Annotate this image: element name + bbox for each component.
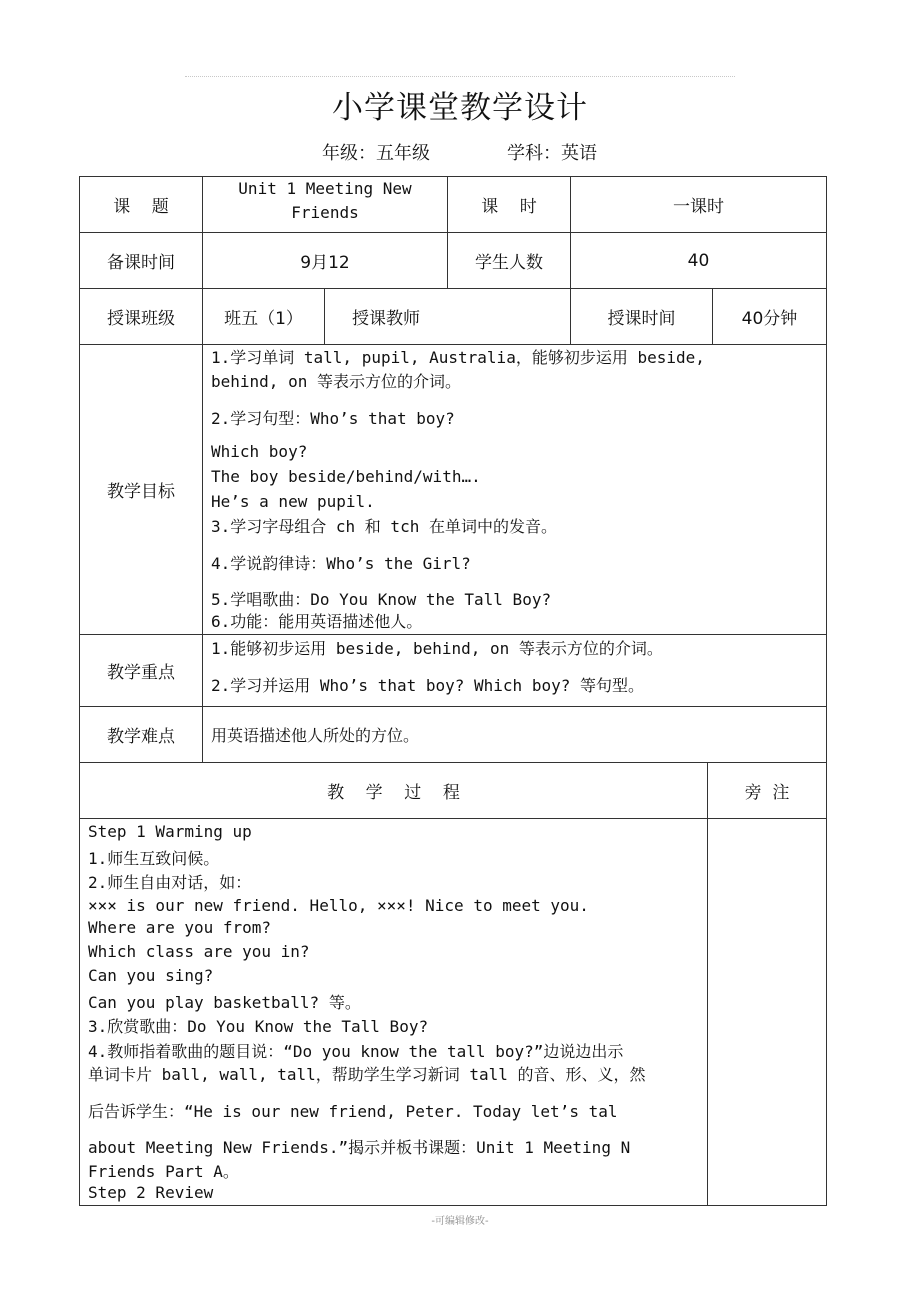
goal-line: 4.学说韵律诗：Who’s the Girl?	[211, 554, 471, 573]
period-label: 课 时	[481, 197, 537, 217]
table-rule	[826, 176, 827, 1206]
goal-line: Which boy?	[211, 442, 308, 461]
key-points-label: 教学重点	[107, 663, 175, 683]
process-line: 后告诉学生：“He is our new friend, Peter. Today let’s tal	[88, 1102, 618, 1121]
goals-content	[211, 345, 823, 634]
goal-line: 6.功能：能用英语描述他人。	[211, 612, 423, 631]
goal-line: The boy beside/behind/with….	[211, 467, 481, 486]
goal-line: 3.学习字母组合 ch 和 tch 在单词中的发音。	[211, 517, 557, 536]
page-title: 小学课堂教学设计	[332, 90, 588, 126]
difficulty-label: 教学难点	[107, 727, 175, 747]
difficulty-content	[211, 707, 823, 762]
process-line: Where are you from?	[88, 918, 272, 937]
class-value: 班五（1）	[224, 309, 303, 329]
key-point-line: 2.学习并运用 Who’s that boy? Which boy? 等句型。	[211, 676, 644, 695]
process-line: about Meeting New Friends.”揭示并板书课题：Unit 1 Meeting N	[88, 1138, 631, 1157]
process-line: Friends Part A。	[88, 1162, 239, 1181]
table-rule	[707, 762, 708, 1206]
table-rule	[79, 1205, 827, 1206]
process-line: Can you sing?	[88, 966, 214, 985]
key-points-content	[211, 635, 823, 706]
page-footer: -可编辑修改-	[431, 1216, 489, 1227]
goal-line: 2.学习句型：Who’s that boy?	[211, 409, 455, 428]
process-header: 教 学 过 程	[327, 783, 460, 803]
goal-line: 5.学唱歌曲：Do You Know the Tall Boy?	[211, 590, 552, 609]
process-line: 2.师生自由对话，如：	[88, 873, 252, 892]
goal-line: 1.学习单词 tall, pupil, Australia，能够初步运用 beside,	[211, 348, 705, 367]
difficulty-value: 用英语描述他人所处的方位。	[211, 726, 420, 745]
notes-header: 旁 注	[744, 783, 790, 803]
teacher-label: 授课教师	[352, 309, 420, 329]
topic-value-line-1: Unit 1 Meeting New	[238, 179, 412, 198]
period-value: 一课时	[673, 197, 724, 217]
process-content	[88, 819, 706, 1205]
topic-value-line-2: Friends	[291, 203, 359, 222]
process-line: 4.教师指着歌曲的题目说：“Do you know the tall boy?”边说边出示	[88, 1042, 624, 1061]
goal-line: He’s a new pupil.	[211, 492, 375, 511]
class-label: 授课班级	[107, 309, 175, 329]
process-line: 单词卡片 ball, wall, tall，帮助学生学习新词 tall 的音、形、义，然	[88, 1065, 646, 1084]
process-line: 1.师生互致问候。	[88, 849, 220, 868]
goals-label: 教学目标	[107, 482, 175, 502]
process-line: Can you play basketball? 等。	[88, 993, 361, 1012]
teacher-value	[448, 289, 570, 344]
prep-time-label: 备课时间	[107, 253, 175, 273]
process-notes	[712, 819, 822, 1205]
prep-time-value: 9月12	[300, 253, 350, 273]
grade-label: 年级：五年级	[322, 143, 430, 164]
process-line: Which class are you in?	[88, 942, 310, 961]
students-label: 学生人数	[475, 253, 543, 273]
topic-label: 课 题	[113, 197, 169, 217]
key-point-line: 1.能够初步运用 beside, behind, on 等表示方位的介词。	[211, 639, 663, 658]
goal-line: behind, on 等表示方位的介词。	[211, 372, 461, 391]
process-line: ××× is our new friend. Hello, ×××! Nice to meet you.	[88, 896, 589, 915]
process-line: 3.欣赏歌曲：Do You Know the Tall Boy?	[88, 1017, 429, 1036]
time-label: 授课时间	[607, 309, 676, 329]
process-line: Step 2 Review	[88, 1183, 214, 1202]
header-rule	[185, 76, 735, 77]
time-value: 40分钟	[741, 309, 798, 329]
subject-label: 学科：英语	[507, 143, 597, 164]
students-value: 40	[687, 250, 710, 271]
topic-value	[203, 177, 447, 232]
process-line: Step 1 Warming up	[88, 822, 252, 841]
